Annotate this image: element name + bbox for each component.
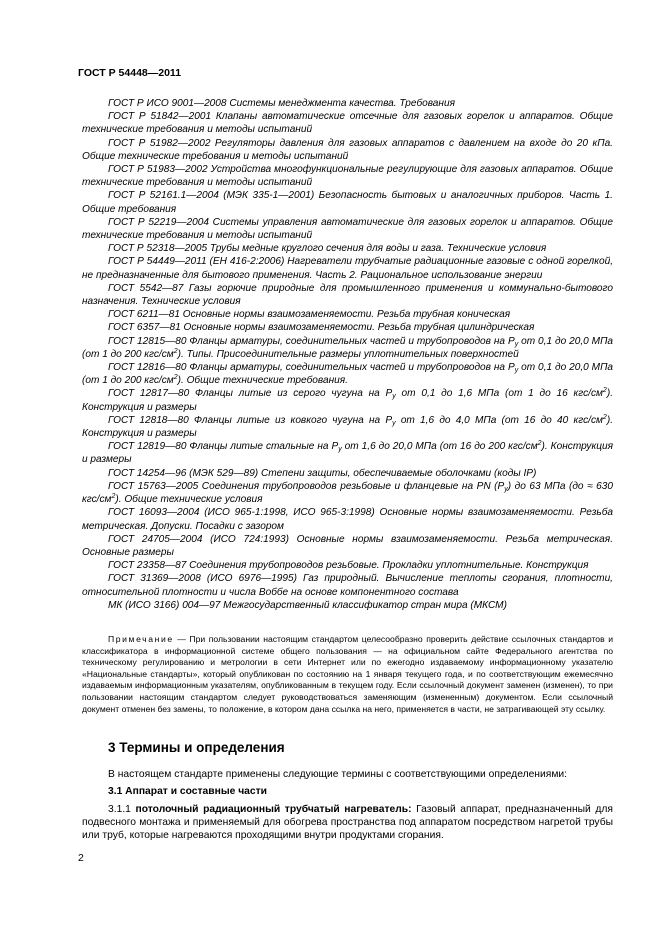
reference-item: ГОСТ 23358—87 Соединения трубопроводов резьбовые. Прокладки уплотнительные. Конструкция: [108, 560, 589, 572]
reference-item: ГОСТ 6211—81 Основные нормы взаимозаменяемости. Резьба трубная коническая: [108, 309, 511, 321]
definition-paragraph: [82, 803, 613, 843]
reference-item: ГОСТ 12817—80 Фланцы литые из серого чугуна на $P_y$ от 0,1 до 1,6 МПа (от 1 до 16 кгс/$см^2$). Конструкция и размеры: [82, 387, 613, 413]
reference-item: ГОСТ Р 51982—2002 Регуляторы давления для газовых аппаратов с давлением на входе до 20 кПа. Общие технические требования и методы испытаний: [82, 137, 613, 162]
reference-item: ГОСТ Р 52219—2004 Системы управления автоматические для газовых горелок и аппаратов. Общие технические требования и методы испытаний: [82, 216, 613, 242]
reference-item: ГОСТ Р 52318—2005 Трубы медные круглого сечения для воды и газа. Технические условия: [108, 243, 547, 255]
reference-item: ГОСТ 12815—80 Фланцы арматуры, соединительных частей и трубопроводов на $P_y$ от 0,1 до 20,0 МПа (от 1 до 200 кгс/$см^2$). Типы. Присоединительные размеры уплотнительных поверхностей: [82, 335, 614, 360]
definition-text: Газовый аппарат, предназначенный для подвесного монтажа и применяемый для обогрева пространства под аппаратом посредством нагретой трубы или труб, которые нагреваются проходящими внутри продуктами сгорания.: [82, 804, 614, 842]
reference-item: ГОСТ Р 54449—2011 (ЕН 416-2:2006) Нагреватели трубчатые радиационные газовые с одной горелкой, не предназначенные для бытового применения. Часть 2. Рациональное использование энергии: [82, 256, 613, 281]
reference-item: ГОСТ Р 51983—2002 Устройства многофункциональные регулирующие для газовых аппаратов. Общие технические требования и методы испытаний: [82, 164, 613, 189]
reference-item: ГОСТ Р 51842—2001 Клапаны автоматические отсечные для газовых горелок и аппаратов. Общие технические требования и методы испытаний: [82, 111, 613, 136]
reference-item: ГОСТ 15763—2005 Соединения трубопроводов резьбовые и фланцевые на PN $(P_y)$ до 63 МПа (до ≈ 630 кгс/$см^2$). Общие технические условия: [82, 480, 613, 506]
definition-number: 3.1.1: [108, 804, 131, 815]
section-title: 3 Термины и определения: [108, 740, 285, 755]
reference-item: ГОСТ 5542—87 Газы горючие природные для промышленного применения и коммунально-бытового назначения. Технические условия: [82, 282, 613, 308]
reference-item: МК (ИСО 3166) 004—97 Межгосударственный классификатор стран мира (МКСМ): [108, 599, 507, 611]
reference-item: ГОСТ 12819—80 Фланцы литые стальные на $P_y$ от 1,6 до 20,0 МПа (от 16 до 200 кгс/$см^2$). Конструкция и размеры: [82, 440, 613, 466]
reference-item: ГОСТ 14254—96 (МЭК 529—89) Степени защиты, обеспечиваемые оболочками (коды IP): [108, 467, 537, 479]
reference-item: ГОСТ 12816—80 Фланцы арматуры, соединительных частей и трубопроводов на $P_y$ от 0,1 до 20,0 МПа (от 1 до 200 кгс/$см^2$). Общие технические требования.: [82, 362, 614, 387]
reference-item: ГОСТ 31369—2008 (ИСО 6976—1995) Газ природный. Вычисление теплоты сгорания, плотности, относительной плотности и числа Воббе на основе компонентного состава: [82, 573, 613, 598]
section-intro: В настоящем стандарте применены следующие термины с соответствующими определениями:: [108, 769, 568, 780]
reference-item: ГОСТ 24705—2004 (ИСО 724:1993) Основные нормы взаимозаменяемости. Резьба метрическая. Основные размеры: [82, 533, 613, 558]
page-header: ГОСТ Р 54448—2011: [78, 67, 182, 79]
reference-item: ГОСТ Р 52161.1—2004 (МЭК 335-1—2001) Безопасность бытовых и аналогичных приборов. Часть 1. Общие требования: [82, 190, 613, 215]
note-text: — При пользовании настоящим стандартом целесообразно проверить действие ссылочных стандартов и классификатора в информационной системе общего пользования — на официальном сайте Федерального агентства по техническому регулированию и метрологии в сети Интернет или по ежегодно издаваемому информационному указателю «Национальные стандарты», который опубликован по состоянию на 1 января текущего года, и по соответствующим ежемесячно издаваемым информационным указателям, опубликованным в текущем году. Если ссылочный документ заменен (изменен), то при пользовании настоящим стандартом следует руководствоваться заменяющим (измененным) документом. Если ссылочный документ отменен без замены, то положение, в котором дана ссылка на него, применяется в части, не затрагивающей эту ссылку.: [82, 634, 613, 714]
page-number: 2: [78, 852, 84, 864]
reference-item: ГОСТ 16093—2004 (ИСО 965-1:1998, ИСО 965-3:1998) Основные нормы взаимозаменяемости. Резьба метрическая. Допуски. Посадки с зазором: [82, 507, 613, 532]
subsection-title: 3.1 Аппарат и составные части: [108, 786, 267, 797]
note-lead: Примечание: [108, 634, 174, 644]
reference-item: ГОСТ Р ИСО 9001—2008 Системы менеджмента качества. Требования: [108, 98, 455, 109]
reference-item: ГОСТ 12818—80 Фланцы литые из ковкого чугуна на $P_y$ от 1,6 до 4,0 МПа (от 16 до 40 кгс/$см^2$). Конструкция и размеры: [82, 413, 613, 440]
normative-references-list: [82, 97, 613, 612]
reference-item: ГОСТ 6357—81 Основные нормы взаимозаменяемости. Резьба трубная цилиндрическая: [108, 322, 535, 334]
note-paragraph: [82, 634, 613, 715]
definition-term: потолочный радиационный трубчатый нагреватель:: [135, 804, 412, 815]
